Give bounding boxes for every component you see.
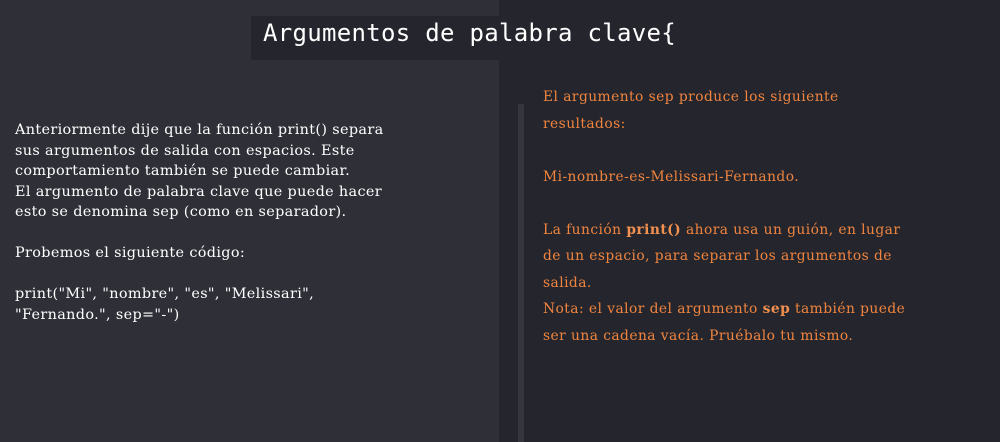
code-line: print("Mi", "nombre", "es", "Melissari", <box>15 286 315 302</box>
left-line: Anteriormente dije que la función print() separa <box>15 122 384 138</box>
right-intro-line: El argumento sep produce los siguiente <box>543 89 839 105</box>
left-line: El argumento de palabra clave que puede hacer <box>15 183 382 200</box>
slide-title: Argumentos de palabra clave{ <box>263 19 676 47</box>
code-line: "Fernando.", sep="-") <box>15 306 180 323</box>
right-explanation <box>543 84 983 349</box>
right-accent-bar <box>518 104 524 442</box>
note-line: ser una cadena vacía. Pruébalo tu mismo. <box>543 327 854 344</box>
explain-line: de un espacio, para separar los argumentos de <box>543 248 892 264</box>
left-line: sus argumentos de salida con espacios. Este <box>15 142 355 159</box>
left-explanation <box>15 120 485 325</box>
probemos-text: Probemos el siguiente código: <box>15 245 246 261</box>
left-line: comportamiento también se puede cambiar. <box>15 163 351 179</box>
right-intro-line: resultados: <box>543 115 626 132</box>
explain-line: La función print() ahora usa un guión, en lugar <box>543 221 901 238</box>
explain-line: salida. <box>543 274 592 291</box>
output-example: Mi-nombre-es-Melissari-Fernando. <box>543 168 800 185</box>
left-line: esto se denomina sep (como en separador). <box>15 204 347 220</box>
note-line: Nota: el valor del argumento sep también puede <box>543 301 906 317</box>
print-keyword: print() <box>626 221 682 238</box>
sep-keyword: sep <box>762 301 791 317</box>
